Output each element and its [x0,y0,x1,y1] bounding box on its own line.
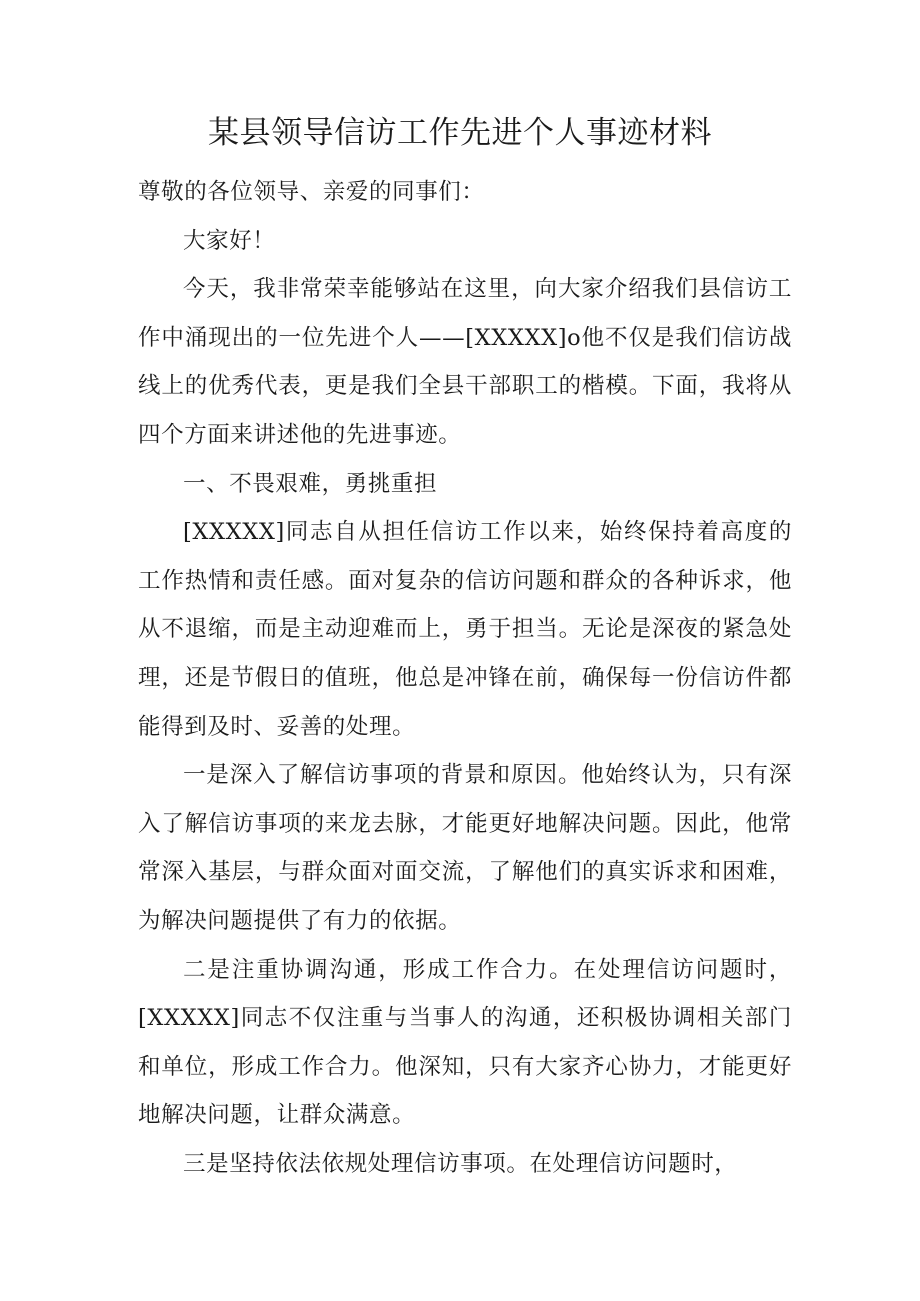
greeting: 大家好！ [183,227,276,254]
paragraph: 二是注重协调沟通，形成工作合力。在处理信访问题时，[XXXXX]同志不仅注重与当事人的沟通，还积极协调相关部门和单位，形成工作合力。他深知，只有大家齐心协力，才能更好地解决问题，让群众满意。 [138,956,792,1129]
section-heading: 一、不畏艰难，勇挑重担 [183,470,438,497]
document-body [138,168,792,1188]
document-title: 某县领导信访工作先进个人事迹材料 [208,115,712,151]
paragraph: 三是坚持依法依规处理信访事项。在处理信访问题时， [183,1150,738,1177]
salutation: 尊敬的各位领导、亲爱的同事们： [138,179,485,205]
paragraph: [XXXXX]同志自从担任信访工作以来，始终保持着高度的工作热情和责任感。面对复杂的信访问题和群众的各种诉求，他从不退缩，而是主动迎难而上，勇于担当。无论是深夜的紧急处理，还是节假日的值班，他总是冲锋在前，确保每一份信访件都能得到及时、妥善的处理。 [138,519,792,740]
paragraph: 一是深入了解信访事项的背景和原因。他始终认为，只有深入了解信访事项的来龙去脉，才能更好地解决问题。因此，他常常深入基层，与群众面对面交流，了解他们的真实诉求和困难，为解决问题提供了有力的依据。 [138,762,792,934]
paragraph-intro: 今天，我非常荣幸能够站在这里，向大家介绍我们县信访工作中涌现出的一位先进个人——[XXXXX]o他不仅是我们信访战线上的优秀代表，更是我们全县干部职工的楷模。下面，我将从四个方面来讲述他的先进事迹。 [138,276,792,448]
